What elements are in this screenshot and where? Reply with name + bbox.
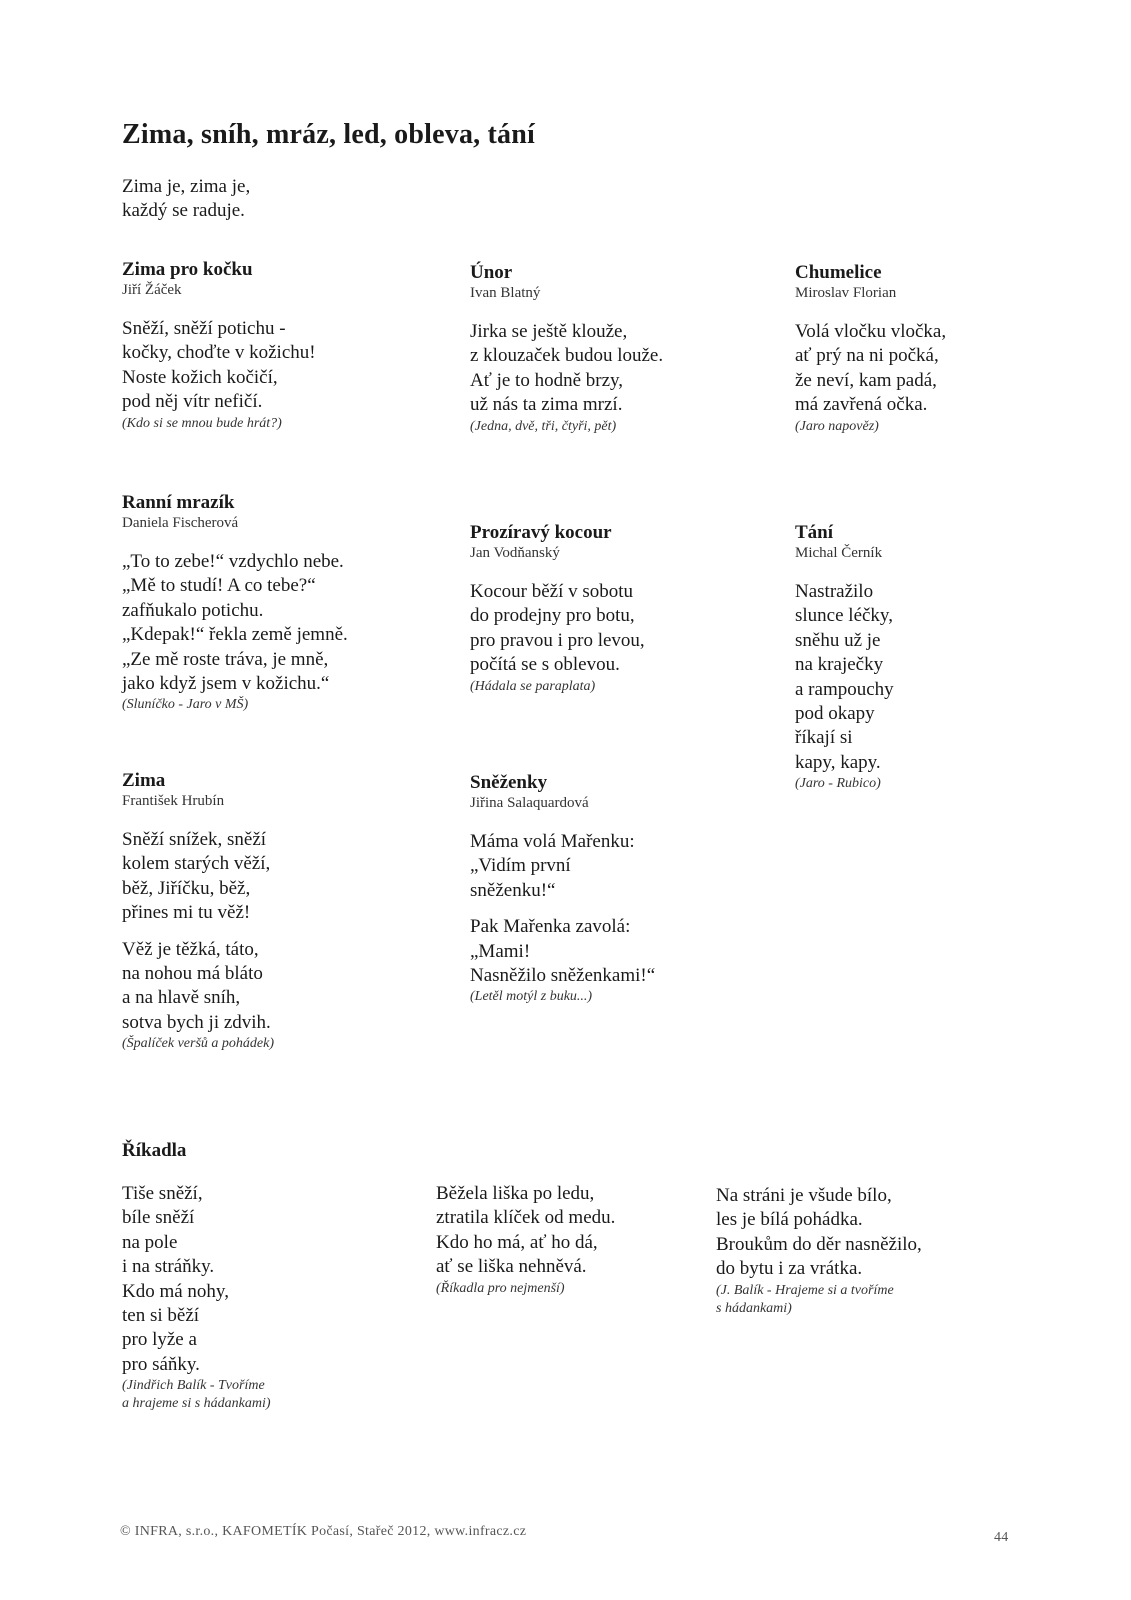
- poem-source: (Špalíček veršů a pohádek): [122, 1036, 274, 1052]
- poem-source: (Říkadla pro nejmenší): [436, 1280, 565, 1296]
- poem-title: Chumelice: [795, 262, 882, 283]
- verse-line: počítá se s oblevou.: [470, 654, 620, 676]
- poem-snezenky: [470, 772, 655, 1006]
- verse-line: na kraječky: [795, 654, 884, 676]
- poem-lines: [122, 550, 348, 696]
- poem-source: (Letěl motýl z buku...): [470, 989, 593, 1005]
- verse-line: Kdo má nohy,: [122, 1280, 229, 1302]
- rhyme-1: [122, 1182, 271, 1413]
- page-title: Zima, sníh, mráz, led, obleva, tání: [122, 119, 536, 150]
- poem-lines: [716, 1184, 922, 1282]
- poem-zima: [122, 770, 274, 1053]
- poem-source: (Jindřich Balík - Tvoříme: [122, 1378, 265, 1394]
- verse-line: pod něj vítr nefičí.: [122, 391, 263, 413]
- verse-line: „Kdepak!“ řekla země jemně.: [122, 624, 348, 646]
- verse-line: „Mě to studí! A co tebe?“: [122, 575, 316, 597]
- verse-line: kočky, choďte v kožichu!: [122, 342, 316, 364]
- intro-verse: [122, 175, 250, 224]
- verse-line: každý se raduje.: [122, 200, 245, 222]
- verse-line: Sněží snížek, sněží: [122, 829, 267, 850]
- poem-source: (Jaro napověz): [795, 418, 879, 434]
- poem-lines: [470, 580, 645, 678]
- verse-line: Máma volá Mařenku:: [470, 831, 635, 852]
- poem-author: Daniela Fischerová: [122, 515, 239, 531]
- verse-line: Zima je, zima je,: [122, 176, 251, 197]
- poem-ranni-mrazik: [122, 492, 348, 714]
- page-number: 44: [994, 1530, 1009, 1545]
- verse-line: z klouzaček budou louže.: [470, 345, 664, 367]
- poem-source: (Sluníčko - Jaro v MŠ): [122, 697, 249, 713]
- poem-source: (Jedna, dvě, tři, čtyři, pět): [470, 418, 617, 434]
- verse-line: Kdo ho má, ať ho dá,: [436, 1231, 598, 1253]
- verse-line: jako když jsem v kožichu.“: [122, 673, 330, 695]
- verse-line: že neví, kam padá,: [795, 369, 937, 391]
- poem-author: Jiří Žáček: [122, 282, 182, 298]
- verse-line: slunce léčky,: [795, 605, 893, 627]
- verse-line: Jirka se ještě klouže,: [470, 321, 628, 342]
- poem-author: Michal Černík: [795, 545, 883, 561]
- verse-line: ať prý na ni počká,: [795, 345, 939, 367]
- poem-title: Únor: [470, 262, 513, 283]
- verse-line: Tiše sněží,: [122, 1183, 203, 1204]
- verse-line: a na hlavě sníh,: [122, 987, 241, 1009]
- poem-chumelice: [795, 262, 946, 436]
- verse-line: pro pravou i pro levou,: [470, 629, 645, 651]
- verse-line: má zavřená očka.: [795, 394, 928, 416]
- poem-stanza-2: [470, 915, 655, 988]
- verse-line: Volá vločku vločka,: [795, 321, 947, 342]
- verse-line: Noste kožich kočičí,: [122, 366, 278, 388]
- poem-title: Zima pro kočku: [122, 259, 253, 280]
- verse-line: do bytu i za vrátka.: [716, 1258, 863, 1280]
- verse-line: Nastražilo: [795, 581, 874, 602]
- verse-line: kolem starých věží,: [122, 853, 271, 875]
- verse-line: do prodejny pro botu,: [470, 605, 635, 627]
- verse-line: na pole: [122, 1231, 178, 1253]
- poem-author: Jan Vodňanský: [470, 545, 560, 561]
- verse-line: přines mi tu věž!: [122, 902, 251, 924]
- footer-copyright: © INFRA, s.r.o., KAFOMETÍK Počasí, Stařeč 2012, www.infracz.cz: [120, 1524, 527, 1539]
- verse-line: Sněží, sněží potichu -: [122, 318, 286, 339]
- verse-line: a rampouchy: [795, 678, 894, 700]
- verse-line: „To to zebe!“ vzdychlo nebe.: [122, 551, 344, 572]
- poem-source: (J. Balík - Hrajeme si a tvoříme: [716, 1282, 894, 1298]
- section-title-rikadla: Říkadla: [122, 1140, 187, 1161]
- poem-unor: [470, 262, 663, 436]
- verse-line: „Vidím první: [470, 855, 571, 877]
- verse-line: Broukům do děr nasněžilo,: [716, 1233, 922, 1255]
- poem-proziravy-kocour: [470, 522, 645, 696]
- poem-title: Prozíravý kocour: [470, 522, 612, 543]
- verse-line: Ať je to hodně brzy,: [470, 369, 624, 391]
- poem-lines: [122, 317, 316, 415]
- poem-stanza-2: [122, 938, 274, 1036]
- verse-line: bíle sněží: [122, 1207, 195, 1229]
- poem-tani: [795, 522, 894, 793]
- poem-source: a hrajeme si s hádankami): [122, 1396, 271, 1412]
- poem-source: (Hádala se paraplata): [470, 678, 596, 694]
- poem-lines: [436, 1182, 615, 1280]
- verse-line: sněhu už je: [795, 629, 881, 651]
- verse-line: ztratila klíček od medu.: [436, 1207, 616, 1229]
- poem-title: Tání: [795, 522, 834, 543]
- poem-source: (Jaro - Rubico): [795, 776, 881, 792]
- verse-line: „Ze mě roste tráva, je mně,: [122, 648, 329, 670]
- verse-line: „Mami!: [470, 940, 531, 962]
- poem-author: Jiřina Salaquardová: [470, 795, 589, 811]
- verse-line: zafňukalo potichu.: [122, 599, 264, 621]
- verse-line: sněženku!“: [470, 879, 556, 901]
- verse-line: pod okapy: [795, 703, 875, 725]
- rhyme-2: [436, 1182, 615, 1298]
- verse-line: pro sáňky.: [122, 1353, 200, 1375]
- poem-author: Ivan Blatný: [470, 285, 541, 301]
- poem-zima-pro-kocku: [122, 259, 316, 433]
- poem-stanza-1: [122, 828, 274, 926]
- verse-line: Na stráni je všude bílo,: [716, 1185, 892, 1206]
- poem-source: (Kdo si se mnou bude hrát?): [122, 415, 282, 431]
- rhyme-3: [716, 1184, 922, 1318]
- poem-title: Sněženky: [470, 772, 548, 793]
- verse-line: sotva bych ji zdvih.: [122, 1011, 271, 1033]
- poem-lines: [795, 320, 946, 418]
- verse-line: ať se liška nehněvá.: [436, 1256, 587, 1278]
- verse-line: už nás ta zima mrzí.: [470, 394, 623, 416]
- verse-line: kapy, kapy.: [795, 751, 881, 773]
- poem-author: František Hrubín: [122, 793, 225, 809]
- poem-lines: [122, 1182, 271, 1377]
- poem-lines: [470, 320, 663, 418]
- poem-lines: [795, 580, 894, 775]
- poem-source: s hádankami): [716, 1300, 792, 1316]
- verse-line: les je bílá pohádka.: [716, 1209, 863, 1231]
- poem-author: Miroslav Florian: [795, 285, 897, 301]
- verse-line: i na stráňky.: [122, 1256, 215, 1278]
- verse-line: ten si běží: [122, 1305, 200, 1327]
- poem-title: Zima: [122, 770, 166, 791]
- verse-line: Běžela liška po ledu,: [436, 1183, 595, 1204]
- poem-stanza-1: [470, 830, 655, 903]
- verse-line: pro lyže a: [122, 1329, 197, 1351]
- poem-title: Ranní mrazík: [122, 492, 235, 513]
- verse-line: běž, Jiříčku, běž,: [122, 877, 251, 899]
- verse-line: Nasněžilo sněženkami!“: [470, 965, 656, 987]
- verse-line: Kocour běží v sobotu: [470, 581, 634, 602]
- verse-line: Věž je těžká, táto,: [122, 938, 259, 960]
- verse-line: Pak Mařenka zavolá:: [470, 916, 631, 938]
- verse-line: na nohou má bláto: [122, 963, 263, 985]
- verse-line: říkají si: [795, 727, 853, 749]
